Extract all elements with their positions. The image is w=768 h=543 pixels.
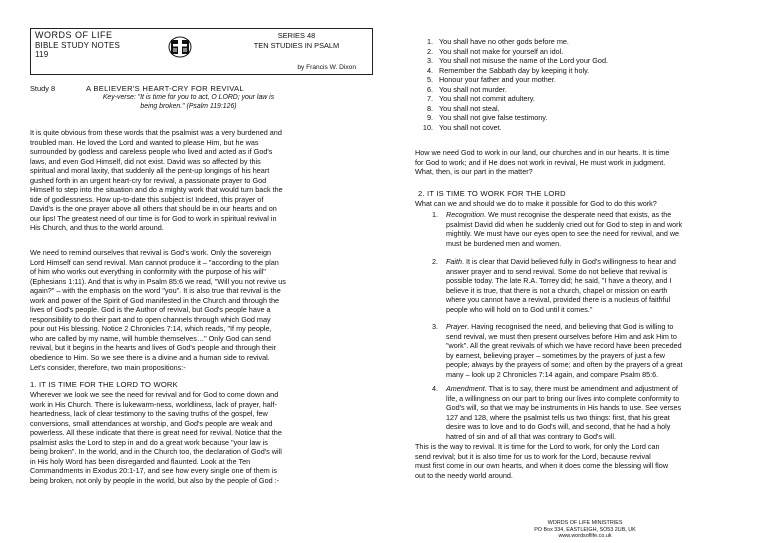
text-line: lives of God's people. God is the Author of revival, but God's people have a [30, 305, 271, 315]
series-number: SERIES 48 [277, 31, 316, 40]
text-line: mightily. We must have our eyes open to see the need for revival, and we [446, 229, 680, 238]
action-item-text [446, 257, 758, 314]
text-line: revival, but it begins in the hearts and lives of God's people and through their [30, 343, 277, 353]
commandment-item [415, 113, 755, 123]
subheading-what-can-we-do: What can we and should we do to make it possible for God to do this work? [415, 199, 657, 208]
text-line: troubled man. He loved the Lord and wanted to please Him, but he was [30, 137, 259, 147]
commandment-text: You shall not commit adultery. [439, 94, 535, 104]
commandment-number: 9. [426, 113, 433, 123]
paragraph-gods-work [30, 248, 375, 372]
text-line: of him who works out everything in conformity with the purpose of his will" [30, 267, 266, 277]
text-line: (Ephesians 1:11). And that is why in Psalm 85:6 we read, "Will you not revive us [30, 276, 286, 286]
text-line [446, 210, 758, 220]
action-item-text [446, 384, 758, 441]
action-item-number: 4. [432, 384, 438, 393]
text-line: 127 and 128, where the psalmist tells us two things: first, that his great [446, 412, 670, 422]
text-line: Himself to step into the situation and do a mighty work that would turn back the [30, 185, 283, 195]
text-line: Let's consider, therefore, two main propositions:- [30, 362, 186, 372]
commandment-text: You shall not give false testimony. [439, 113, 548, 123]
action-item-number: 3. [432, 322, 438, 331]
text-line [446, 257, 758, 267]
action-item-number: 2. [432, 257, 438, 266]
text-line: desire was to love and to do God's will, and second, that he had a holy [446, 422, 671, 431]
study-number: Study 8 [30, 84, 56, 93]
action-item-text [446, 322, 758, 379]
text-line: How we need God to work in our land, our churches and in our hearts. It is time [415, 148, 670, 157]
header-left [35, 31, 120, 60]
author-byline: by Francis W. Dixon [297, 64, 356, 71]
commandment-number: 5. [426, 75, 433, 85]
header-words-of-life: WORDS OF LIFE [35, 30, 113, 40]
text-line: send revival; but it is also time for us to work for the Lord, because revival [415, 451, 651, 461]
text-line: hatred of sin and of all that was contrary to God's will. [446, 431, 616, 441]
action-item-first-line: . That is to say, there must be amendment and adjustment of [484, 384, 678, 393]
paragraph-need-for-revival [30, 390, 375, 485]
footer-org: WORDS OF LIFE MINISTRIES [547, 520, 623, 526]
text-line: must first come in our own hearts, and when it does come the blessing will flow [415, 461, 669, 471]
text-line: gushed forth in an urgent heart-cry for revival, a passionate prayer to God [30, 175, 267, 185]
text-line: many – look up 2 Chronicles 7:14 again, and compare Psalm 85:6. [446, 369, 659, 379]
commandment-text: Remember the Sabbath day by keeping it holy. [439, 65, 590, 75]
action-item-label: Recognition [446, 210, 484, 219]
heading-time-to-work: 2. IT IS TIME TO WORK FOR THE LORD [418, 189, 566, 198]
commandment-text: You shall not covet. [439, 122, 502, 132]
text-line: obedience to Him. So we see there is a divine and a human side to revival. [30, 353, 270, 363]
text-line: His Church, and thus to the world around. [30, 223, 164, 233]
text-line: believe it is true, that there is not a church, chapel or mission on earth [446, 285, 668, 295]
text-line: our lips! The greatest need of our time is for God to work in spiritual revival in [30, 213, 277, 223]
header-right [226, 31, 367, 50]
header-number: 119 [35, 50, 49, 60]
text-line: spiritual and moral laxity, that suddenly all the pent-up longings of his heart [30, 166, 270, 176]
study-title: A BELIEVER'S HEART-CRY FOR REVIVAL [86, 84, 244, 93]
commandment-text: You shall have no other gods before me. [439, 37, 569, 46]
commandment-item [415, 66, 755, 76]
header-box [30, 28, 373, 75]
text-line: send revival, we must then present ourselves before Him and ask Him to [446, 331, 677, 341]
text-line: possible today. The late R.A. Torrey did; he said, "I have a theory, and I [446, 276, 672, 285]
commandment-item [415, 85, 755, 95]
action-item-label: Prayer [446, 322, 468, 331]
paragraph-conclusion [415, 442, 760, 480]
heading-time-for-lord: 1. IT IS TIME FOR THE LORD TO WORK [30, 380, 178, 389]
text-line: being broken". In the world, and in the Church too, the declaration of God's will [30, 447, 282, 457]
text-line: again?" – with the emphasis on the word "you". It is also true that revival is the [30, 286, 281, 296]
commandment-item [415, 94, 755, 104]
text-line: where you cannot have a revival, provided there is a nucleus of faithful [446, 295, 671, 304]
text-line: pour out His blessing. Notice 2 Chronicles 7:14, which reads, "If my people, [30, 324, 272, 334]
text-line: by earnest, believing prayer – sometimes by the prayers of just a few [446, 350, 665, 360]
commandment-text: You shall not steal. [439, 103, 500, 113]
action-item-number: 1. [432, 210, 438, 219]
text-line: being broken, not only by people in the world, but also by the people of God :- [30, 475, 280, 485]
commandment-number: 10. [422, 122, 433, 132]
action-item-text [446, 210, 758, 248]
text-line: tide of godlessness. How up-to-date this subject is! Indeed, this prayer of [30, 194, 264, 204]
footer-web: www.wordsoflife.co.uk [558, 533, 612, 540]
commandment-number: 7. [426, 94, 433, 104]
text-line: in His holy Word has been disregarded and flaunted. Look at the Ten [30, 456, 251, 466]
commandment-number: 8. [426, 103, 433, 113]
text-line: What, then, is our part in the matter? [415, 167, 533, 177]
action-item-first-line: . Having recognised the need, and believing that God is willing to [467, 322, 674, 331]
text-line [446, 322, 758, 332]
footer-address: PO Box 334, EASTLEIGH, SO53 2UB, UK [534, 526, 636, 533]
text-line: surrounded by godless and careless people who lived and acted as if God's [30, 147, 273, 157]
text-line: "work". All the great revivals of which we have record have been preceded [446, 341, 682, 350]
commandment-item [415, 37, 755, 47]
text-line: psalmist asks the Lord to step in and do a great work because "your law is [30, 437, 268, 447]
commandment-number: 3. [426, 56, 433, 66]
text-line: Wherever we look we see the need for revival and for God to come down and [30, 390, 279, 399]
text-line: life, a willingness on our part to bring our lives into complete conformity to [446, 393, 680, 403]
series-title: TEN STUDIES IN PSALM [253, 40, 340, 50]
text-line: psalmist David did when he suddenly cried out for God to step in and work [446, 219, 683, 229]
header-notes: BIBLE STUDY NOTES [35, 40, 121, 50]
text-line: answer prayer and to send revival. Some do not believe that revival is [446, 266, 668, 276]
text-line: conversions, small attendances at worship, and God's people are weak and [30, 418, 273, 428]
commandment-text: You shall not murder. [439, 84, 507, 94]
commandment-text: Honour your father and your mother. [439, 75, 556, 85]
text-line: Lord Himself can send revival. Man cannot produce it – "according to the plan [30, 257, 279, 267]
key-verse-line: being broken." (Psalm 119:126) [140, 103, 237, 110]
action-item-first-line: . We must recognise the desperate need that exists, as the [483, 210, 672, 219]
text-line: heartedness, lack of clear testimony to the saving truths of the gospel, few [30, 409, 268, 419]
text-line: powerless. All these indicate that there is great need for revival. Notice that the [30, 428, 282, 438]
commandment-item [415, 56, 755, 66]
key-verse-line: Key-verse: "It is time for you to act, O LORD; your law is [102, 94, 275, 101]
commandment-number: 2. [426, 46, 433, 56]
commandment-item [415, 47, 755, 57]
key-verse [86, 93, 291, 111]
text-line: out to the needy world around. [415, 470, 513, 480]
commandment-text: You shall not make for yourself an idol. [439, 46, 564, 56]
text-line: responsibility to do their part and to open channels through which God may [30, 314, 271, 324]
text-line: for God to work; and if He does not work in revival, He must work in judgment. [415, 157, 666, 167]
commandment-text: You shall not misuse the name of the Lord your God. [439, 56, 609, 66]
text-line: people who will hold on to God until it comes." [446, 304, 593, 314]
text-line: laws, and even God Himself, did not exist. David was so affected by this [30, 156, 261, 166]
text-line: work and power of the Spirit of God manifested in the Church and through the [30, 295, 280, 305]
footer [470, 520, 700, 540]
commandment-number: 1. [426, 37, 433, 46]
text-line: who are called by my name, will humble themselves…" Only God can send [30, 333, 271, 343]
commandment-number: 4. [426, 65, 433, 75]
words-of-life-logo-icon [167, 36, 193, 58]
action-item-first-line: . It is clear that David believed fully in God's willingness to hear and [461, 257, 676, 266]
text-line: We need to remind ourselves that revival is God's work. Only the sovereign [30, 248, 272, 257]
text-line: work in His Church. There is lukewarm-ness, worldliness, lack of prayer, half- [30, 399, 277, 409]
text-line: must be burdened men and women. [446, 238, 562, 248]
text-line: people; always by the prayers of some; and often by the prayers of a great [446, 360, 683, 369]
text-line: Commandments in Exodus 20:1-17, and see how every single one of them is [30, 466, 278, 476]
commandments-list [415, 37, 755, 132]
commandment-number: 6. [426, 84, 433, 94]
commandment-item [415, 123, 755, 133]
commandment-item [415, 75, 755, 85]
action-item-label: Faith [446, 257, 462, 266]
text-line: David's is the one prayer above all others that should be in our hearts and on [30, 204, 277, 214]
action-item-label: Amendment [446, 384, 485, 393]
paragraph-intro [30, 128, 375, 233]
text-line [446, 384, 758, 394]
commandment-item [415, 104, 755, 114]
text-line: God's will, so that we may be instruments in His hands to use. See verses [446, 403, 682, 412]
text-line: It is quite obvious from these words that the psalmist was a very burdened and [30, 128, 282, 137]
paragraph-how-we-need [415, 148, 760, 177]
text-line: This is the way to revival. It is time for the Lord to work, for only the Lord can [415, 442, 660, 451]
